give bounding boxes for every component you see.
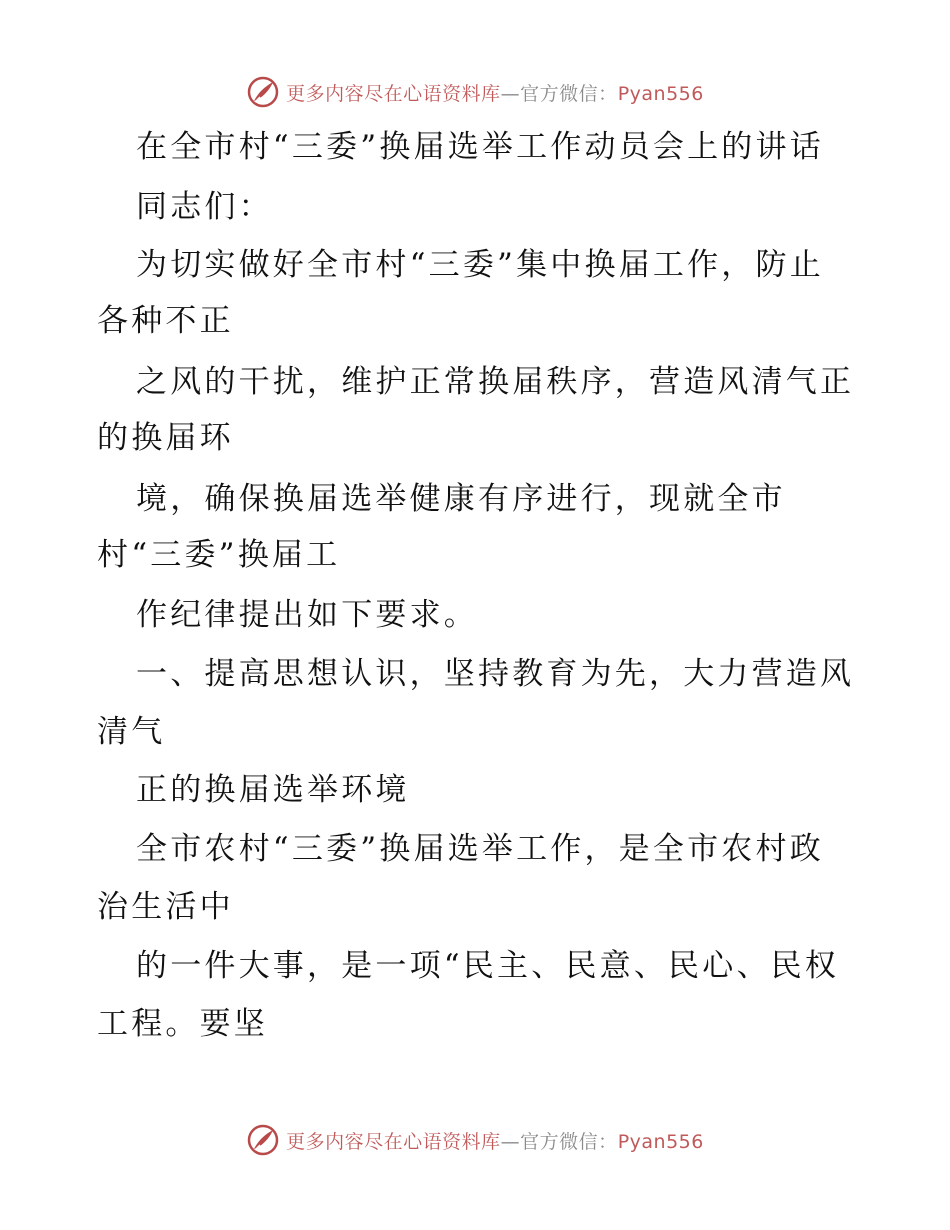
watermark-dash: — — [500, 1130, 521, 1153]
body-line: 全市农村“三委”换届选举工作，是全市农村政 — [136, 831, 824, 867]
watermark-main-text: 更多内容尽在心语资料库 — [286, 1130, 501, 1153]
body-line: 为切实做好全市村“三委”集中换届工作，防止 — [136, 247, 824, 283]
section-heading-line: 清气 — [97, 714, 166, 750]
body-line: 村“三委”换届工 — [97, 537, 341, 573]
salutation-line: 同志们： — [136, 189, 273, 225]
watermark-official-label: 官方微信： — [520, 82, 618, 105]
document-title: 在全市村“三委”换届选举工作动员会上的讲话 — [136, 129, 824, 165]
body-line: 工程。要坚 — [97, 1006, 268, 1042]
watermark-main-text: 更多内容尽在心语资料库 — [286, 82, 501, 105]
footer-watermark — [0, 1120, 950, 1160]
watermark-dash: — — [500, 82, 521, 105]
body-line: 之风的干扰，维护正常换届秩序，营造风清气正 — [136, 364, 855, 400]
watermark-wechat-id: Pyan556 — [617, 82, 704, 105]
section-heading-line: 一、提高思想认识，坚持教育为先，大力营造风 — [136, 656, 855, 692]
body-line: 境，确保换届选举健康有序进行，现就全市 — [136, 481, 786, 517]
body-line: 的换届环 — [97, 420, 234, 456]
quill-pen-logo-icon — [246, 1123, 280, 1157]
body-line: 作纪律提出如下要求。 — [136, 597, 478, 633]
body-line: 各种不正 — [97, 303, 234, 339]
body-line: 的一件大事，是一项“民主、民意、民心、民权 — [136, 948, 840, 984]
body-line: 治生活中 — [97, 889, 234, 925]
watermark-wechat-id: Pyan556 — [617, 1130, 704, 1153]
watermark-text — [286, 1127, 704, 1154]
watermark-official-label: 官方微信： — [520, 1130, 618, 1153]
section-heading-line: 正的换届选举环境 — [136, 772, 410, 808]
